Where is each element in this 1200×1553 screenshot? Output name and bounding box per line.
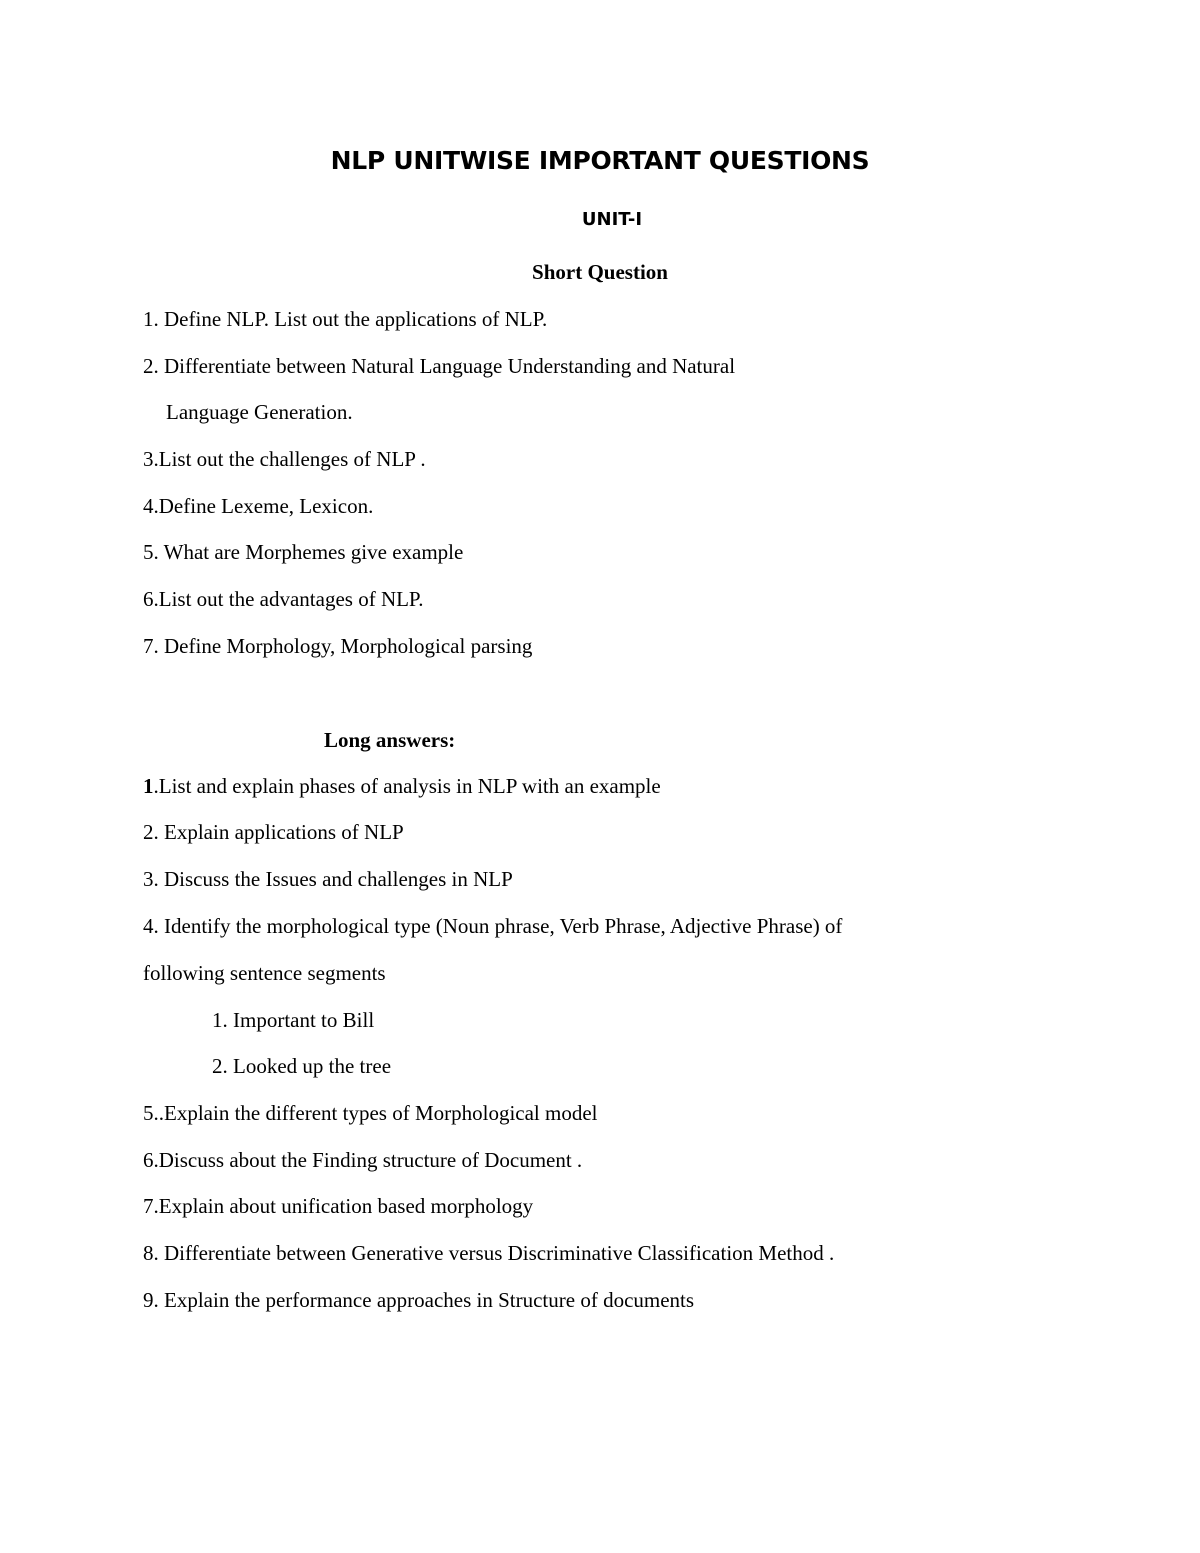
short-question-3: 3.List out the challenges of NLP .: [143, 447, 426, 471]
short-question-heading: Short Question: [532, 260, 668, 284]
long-question-1-text: .List and explain phases of analysis in NLP with an example: [153, 774, 661, 798]
unit-heading: UNIT-I: [581, 209, 643, 230]
long-question-7: 7.Explain about unification based morphology: [143, 1194, 534, 1218]
short-question-2: 2. Differentiate between Natural Language Understanding and Natural: [143, 354, 736, 378]
short-question-6: 6.List out the advantages of NLP.: [143, 587, 424, 611]
short-question-1: 1. Define NLP. List out the applications of NLP.: [143, 307, 548, 331]
sentence-segment-1: 1. Important to Bill: [212, 1008, 375, 1032]
sentence-segment-2: 2. Looked up the tree: [212, 1054, 392, 1078]
long-answers-heading: Long answers:: [324, 728, 456, 752]
long-question-2: 2. Explain applications of NLP: [143, 820, 404, 844]
short-question-2-continued: Language Generation.: [166, 400, 353, 424]
long-question-1: [143, 772, 661, 800]
document-title: NLP UNITWISE IMPORTANT QUESTIONS: [330, 146, 870, 175]
long-question-8: 8. Differentiate between Generative versus Discriminative Classification Method .: [143, 1241, 835, 1265]
long-question-3: 3. Discuss the Issues and challenges in NLP: [143, 867, 513, 891]
long-question-1-number: 1: [143, 774, 154, 798]
short-question-5: 5. What are Morphemes give example: [143, 540, 464, 564]
long-question-9: 9. Explain the performance approaches in Structure of documents: [143, 1288, 695, 1312]
short-question-4: 4.Define Lexeme, Lexicon.: [143, 494, 374, 518]
long-question-4-continued: following sentence segments: [143, 961, 386, 985]
short-question-7: 7. Define Morphology, Morphological parsing: [143, 634, 533, 658]
long-question-6: 6.Discuss about the Finding structure of Document .: [143, 1148, 583, 1172]
long-question-4: 4. Identify the morphological type (Noun phrase, Verb Phrase, Adjective Phrase) of: [143, 914, 843, 938]
long-question-5: 5..Explain the different types of Morphological model: [143, 1101, 598, 1125]
